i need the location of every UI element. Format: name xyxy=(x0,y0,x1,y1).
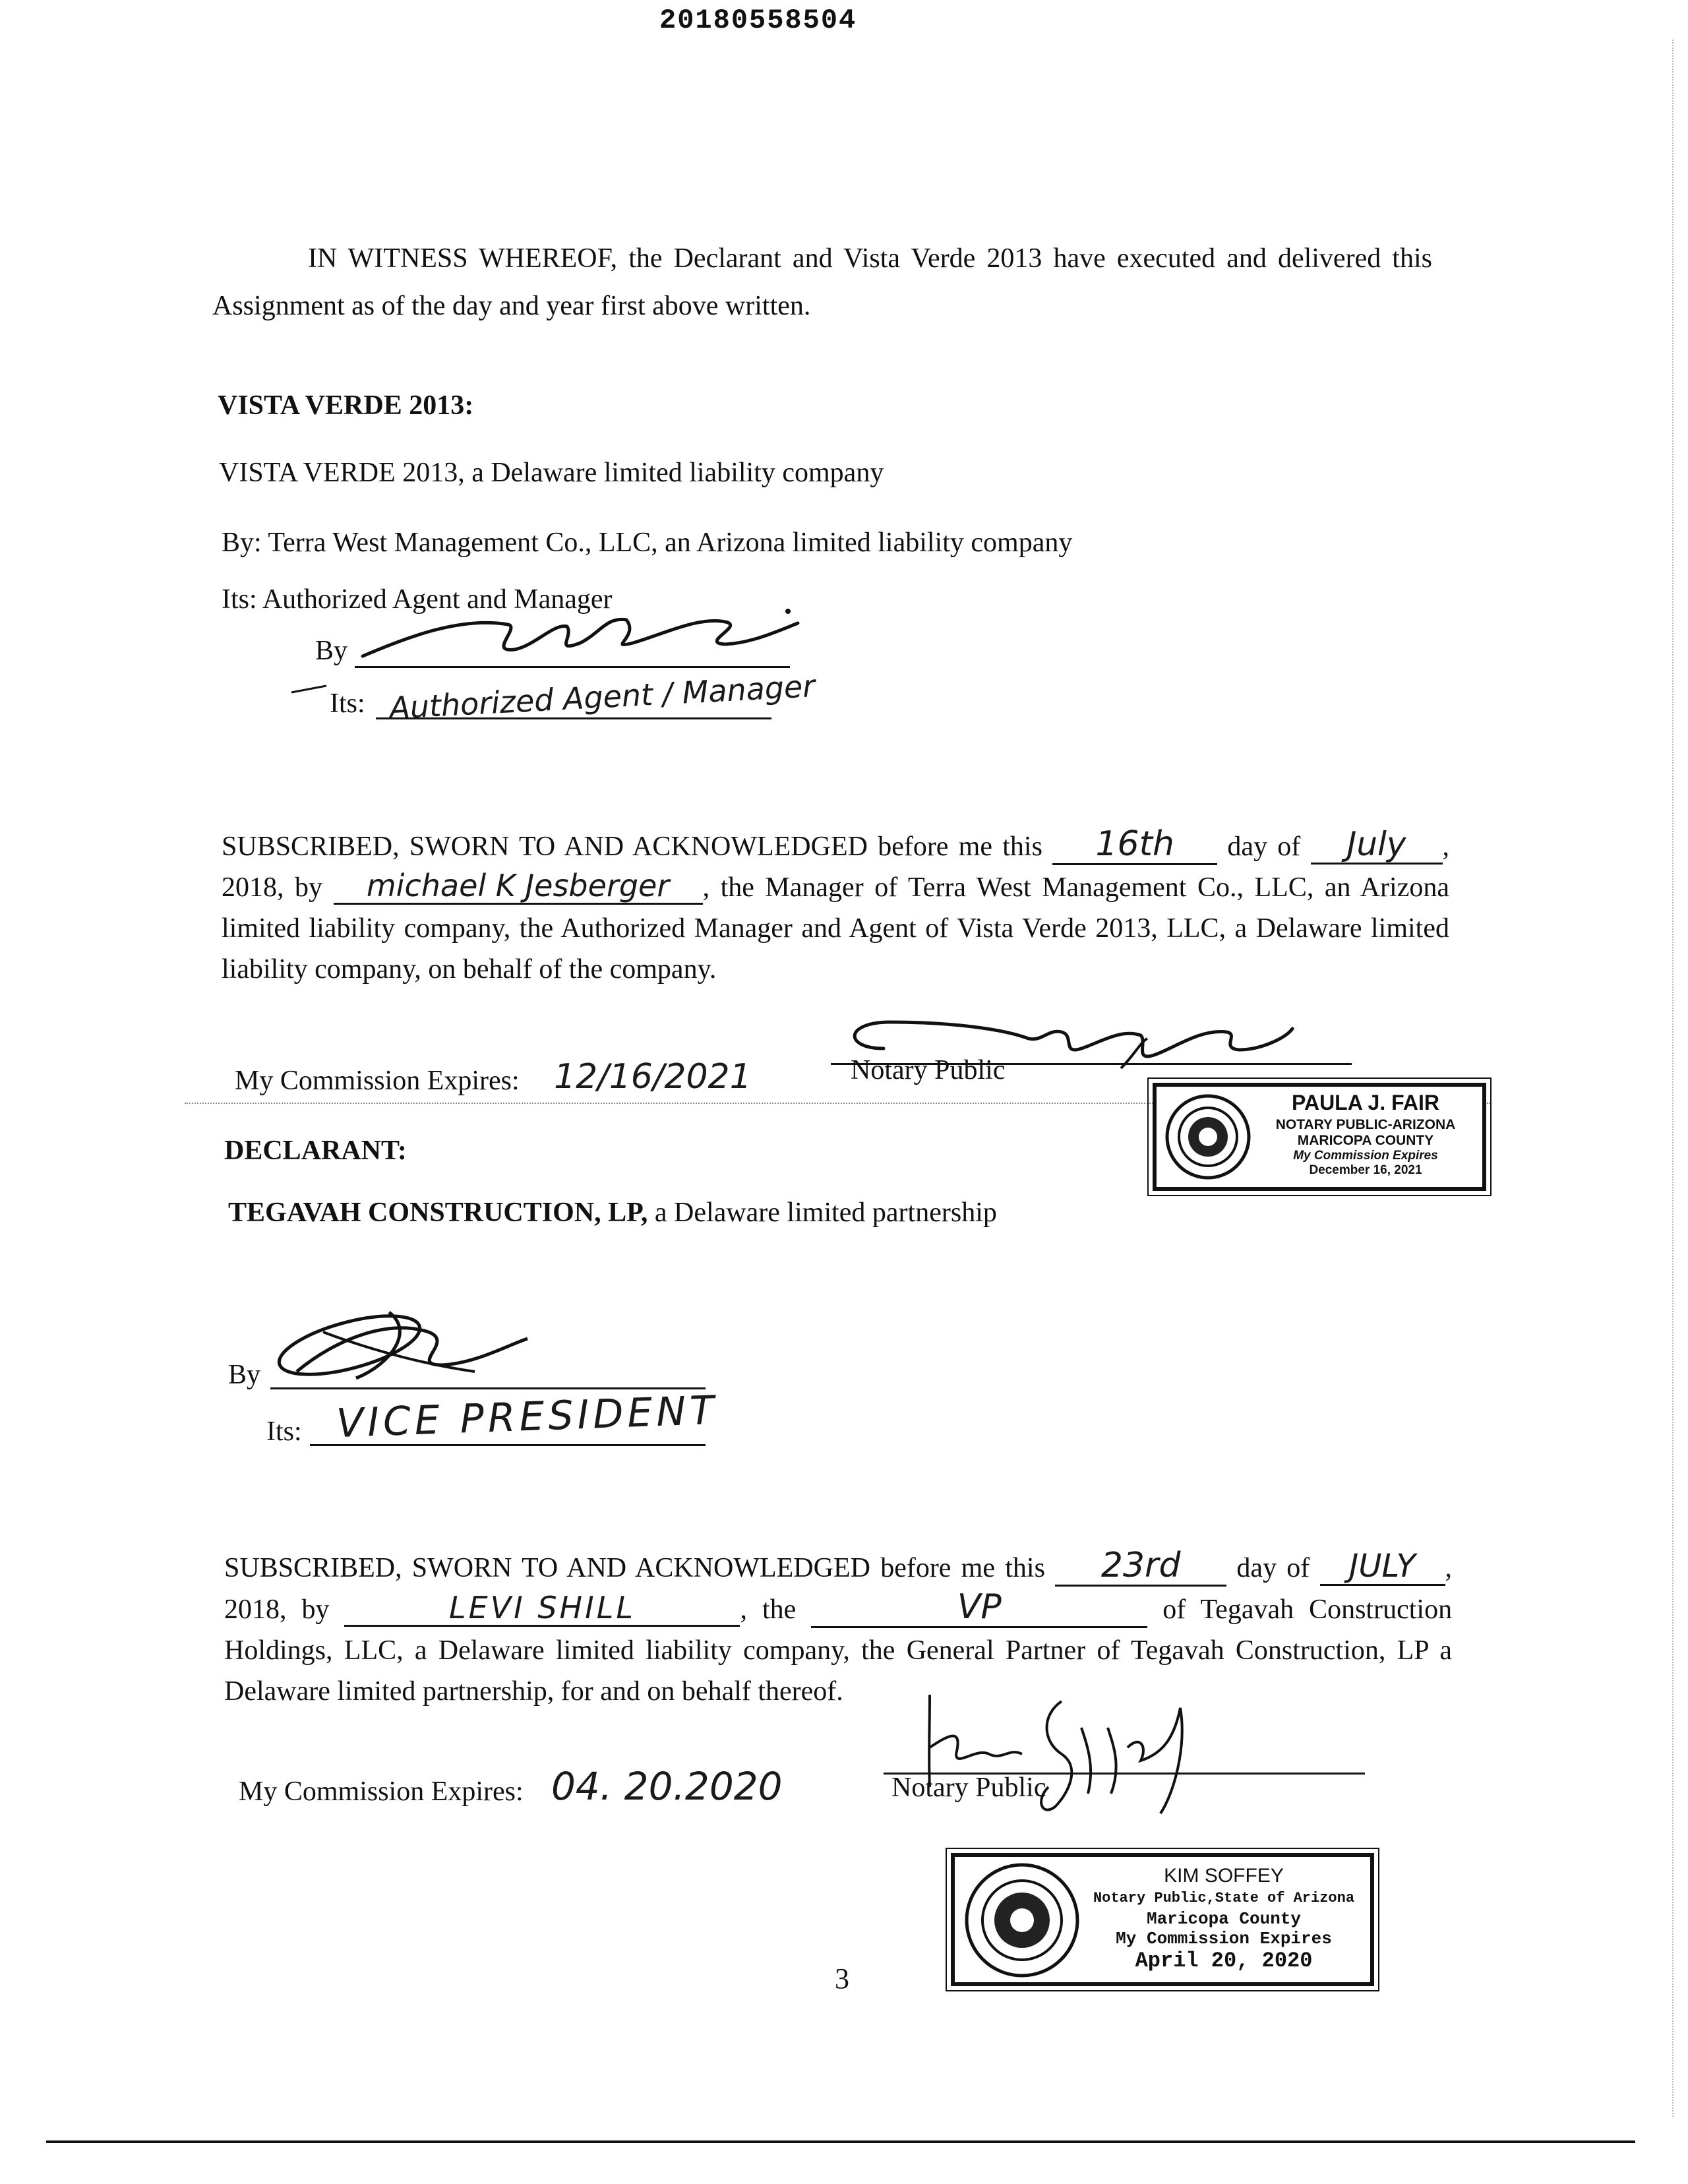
n1-commission-label: My Commission Expires: xyxy=(235,1066,520,1096)
n1-stamp-line3: My Commission Expires xyxy=(1293,1149,1438,1163)
vista-verde-heading: VISTA VERDE 2013: xyxy=(218,390,474,421)
n1-text-3: , 2018, by xyxy=(222,832,1450,903)
notary-1-paragraph xyxy=(222,826,1449,990)
n2-title: VP xyxy=(811,1589,1147,1628)
n2-text-4: , the xyxy=(740,1594,797,1625)
n1-day: 16th xyxy=(1052,826,1217,865)
vv-stray-mark xyxy=(290,679,330,699)
declarant-entity-desc: a Delaware limited partnership xyxy=(648,1198,997,1228)
decl-by-label: By xyxy=(228,1360,261,1390)
n1-notary-label: Notary Public xyxy=(851,1055,1006,1085)
n2-notary-label: Notary Public xyxy=(891,1773,1046,1803)
footer-rule xyxy=(46,2140,1635,2143)
vv-signature xyxy=(356,597,804,669)
witness-text: IN WITNESS WHEREOF, the Declarant and Vista Verde 2013 have executed and delivered this Assignment as of the day and year first above written. xyxy=(212,243,1432,321)
witness-paragraph xyxy=(212,235,1432,330)
n1-stamp-line4: December 16, 2021 xyxy=(1309,1163,1422,1177)
n1-month: July xyxy=(1311,826,1443,864)
n2-stamp-line3: My Commission Expires xyxy=(1116,1929,1332,1949)
n2-text-3: , 2018, by xyxy=(224,1553,1453,1625)
n1-stamp-name: PAULA J. FAIR xyxy=(1291,1091,1439,1114)
n2-text-1: SUBSCRIBED, SWORN TO AND ACKNOWLEDGED before me this xyxy=(224,1553,1045,1583)
declarant-heading: DECLARANT: xyxy=(224,1136,407,1166)
document-number: 20180558504 xyxy=(659,5,857,36)
n2-text-6: Tegavah Construction Holdings, LLC, a Delaware limited liability company, the General Partner of Tegavah Construction, LP a Delaware limited partnership, for and on behalf thereof. xyxy=(224,1594,1453,1707)
n2-text-5: of xyxy=(1162,1594,1186,1625)
declarant-entity xyxy=(228,1195,997,1231)
decl-its-handwritten: VICE PRESIDENT xyxy=(335,1387,719,1447)
n2-stamp-line2: Maricopa County xyxy=(1146,1909,1302,1929)
vista-verde-entity: VISTA VERDE 2013, a Delaware limited liability company xyxy=(219,458,884,488)
n2-stamp-line1: Notary Public,State of Arizona xyxy=(1093,1890,1355,1906)
n2-commission-date: 04. 20.2020 xyxy=(551,1764,783,1809)
n1-stamp-line2: MARICOPA COUNTY xyxy=(1297,1133,1434,1148)
n1-stamp-line1: NOTARY PUBLIC-ARIZONA xyxy=(1275,1117,1456,1132)
decl-its-label: Its: xyxy=(266,1416,302,1447)
n2-stamp-name: KIM SOFFEY xyxy=(1164,1865,1284,1887)
vista-verde-its-line: Its: Authorized Agent and Manager xyxy=(222,584,613,615)
n2-commission-label: My Commission Expires: xyxy=(239,1776,524,1807)
page-number: 3 xyxy=(835,1962,849,1995)
scan-edge xyxy=(1672,40,1676,2117)
n1-text-4: , the Manager of Terra West Management Co., LLC, an Arizona limited liability company, the Authorized Manager and Agent of Vista Verde 2013, LLC, a Delaware limited liability company, on behalf of the company. xyxy=(222,872,1449,985)
vv-its-handwritten: Authorized Agent / Manager xyxy=(388,668,816,726)
n1-text-2: day of xyxy=(1227,832,1301,862)
n2-stamp-line4: April 20, 2020 xyxy=(1135,1949,1313,1973)
n1-notary-stamp xyxy=(1153,1083,1486,1191)
n1-commission-date: 12/16/2021 xyxy=(554,1057,752,1097)
arizona-seal-icon xyxy=(1164,1093,1251,1180)
n1-text-1: SUBSCRIBED, SWORN TO AND ACKNOWLEDGED before me this xyxy=(222,832,1042,862)
n2-text-2: day of xyxy=(1236,1553,1310,1583)
vv-by-label: By xyxy=(315,636,348,666)
n2-month: JULY xyxy=(1320,1549,1445,1586)
n2-day: 23rd xyxy=(1055,1547,1226,1587)
n2-name: LEVI SHILL xyxy=(344,1591,740,1627)
arizona-seal-icon xyxy=(964,1862,1080,1978)
notary-2-paragraph xyxy=(224,1547,1452,1712)
vista-verde-by-line: By: Terra West Management Co., LLC, an Arizona limited liability company xyxy=(222,528,1073,558)
decl-signature xyxy=(257,1292,534,1398)
n2-notary-stamp xyxy=(951,1853,1374,1986)
vv-its-label: Its: xyxy=(330,688,365,719)
declarant-entity-name: TEGAVAH CONSTRUCTION, LP, xyxy=(228,1198,648,1228)
n1-name: michael K Jesberger xyxy=(334,869,703,905)
